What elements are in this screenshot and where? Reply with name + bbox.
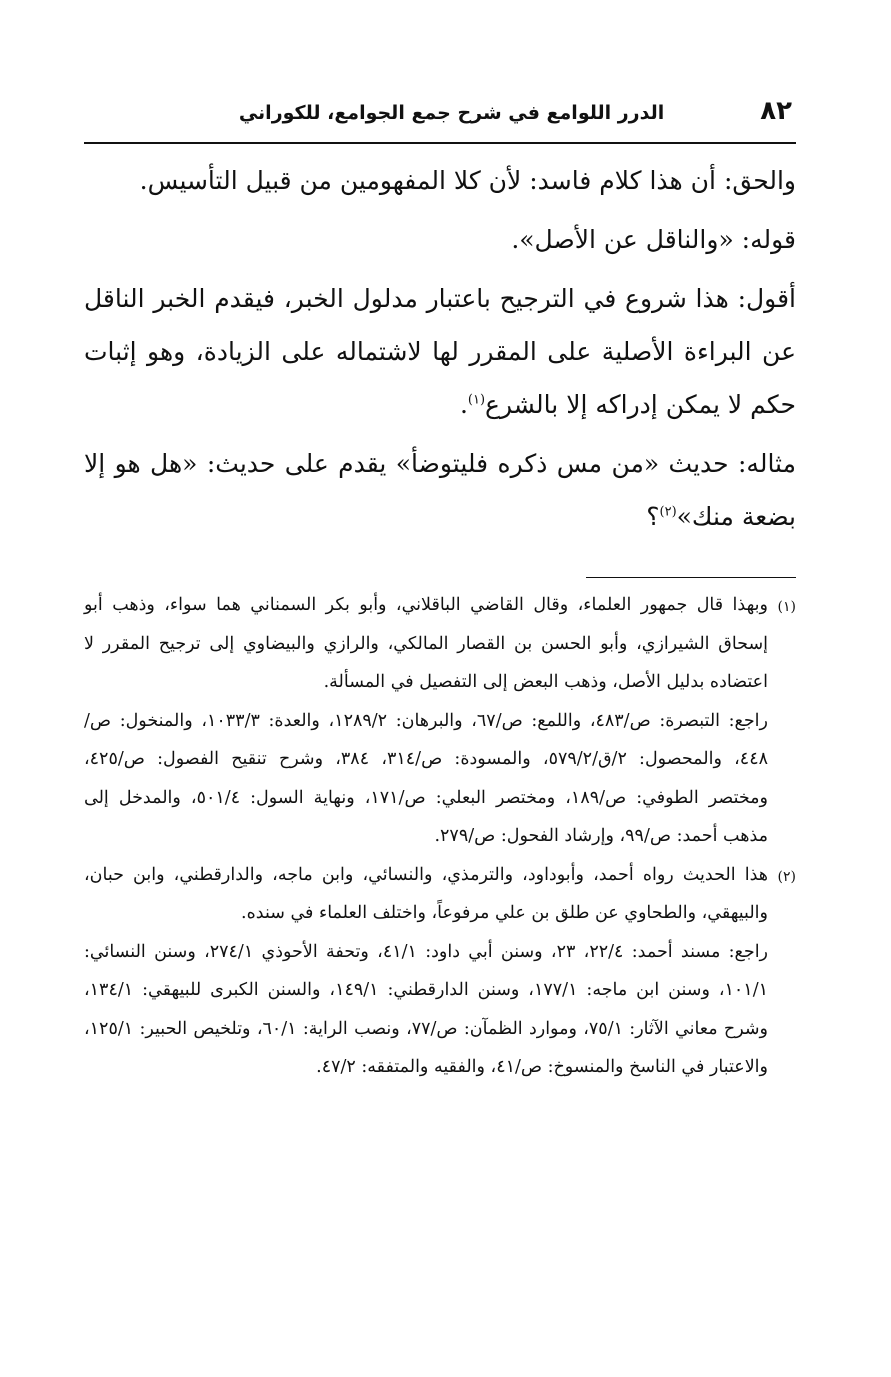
running-title: الدرر اللوامع في شرح جمع الجوامع، للكوراني bbox=[238, 102, 665, 124]
paragraph-1 bbox=[84, 154, 796, 207]
book-page bbox=[84, 96, 796, 1087]
footnote-paragraph: هذا الحديث رواه أحمد، وأبوداود، والترمذي، والنسائي، وابن ماجه، والدارقطني، وابن حبان، والبيهقي، والطحاوي عن طلق بن علي مرفوعاً، واختلف العلماء في سنده. bbox=[84, 864, 768, 923]
paragraph-3 bbox=[84, 272, 796, 431]
footnote-number: (٢) bbox=[777, 868, 796, 885]
footnote-ref-1: (١) bbox=[467, 392, 486, 408]
paragraph-4-end: ؟ bbox=[646, 502, 660, 531]
paragraph-2 bbox=[84, 213, 796, 266]
footnote-2 bbox=[84, 856, 796, 1087]
footnote-1 bbox=[84, 586, 796, 856]
footnote-body bbox=[84, 586, 768, 856]
paragraph-1-text: والحق: أن هذا كلام فاسد: لأن كلا المفهومين من قبيل التأسيس. bbox=[139, 166, 796, 195]
footnote-number: (١) bbox=[777, 599, 796, 615]
paragraph-4 bbox=[84, 437, 796, 543]
footnotes bbox=[84, 586, 796, 1087]
paragraph-3-end: . bbox=[459, 390, 468, 419]
footnote-separator bbox=[586, 577, 796, 578]
footnote-paragraph: راجع: التبصرة: ص/٤٨٣، واللمع: ص/٦٧، والبرهان: ١٢٨٩/٢، والعدة: ١٠٣٣/٣، والمنخول: ص/٤٤٨، والمحصول: ٢/ق/٥٧٩/٢، والمسودة: ص/٣١٤، ٣٨٤، وشرح تنقيح الفصول: ص/٤٢٥، ومختصر الطوفي: ص/١٨٩، ومختصر البعلي: ص/١٧١، ونهاية السول: ٥٠١/٤، والمدخل إلى مذهب أحمد: ص/٩٩، وإرشاد الفحول: ص/٢٧٩. bbox=[84, 710, 768, 846]
paragraph-3-text: أقول: هذا شروع في الترجيح باعتبار مدلول الخبر، فيقدم الخبر الناقل عن البراءة الأصلية على المقرر لها لاشتماله على الزيادة، وهو إثبات حكم لا يمكن إدراكه إلا بالشرع bbox=[84, 284, 796, 419]
running-header bbox=[84, 96, 796, 136]
paragraph-4-text: مثاله: حديث «من مس ذكره فليتوضأ» يقدم على حديث: «هل هو إلا بضعة منك» bbox=[84, 449, 796, 531]
footnote-ref-2: (٢) bbox=[659, 504, 677, 520]
main-text bbox=[84, 154, 796, 543]
footnote-paragraph: راجع: مسند أحمد: ٢٢/٤، ٢٣، وسنن أبي داود: ٤١/١، وتحفة الأحوذي ٢٧٤/١، وسنن النسائي: ١٠١/١، وسنن ابن ماجه: ١٧٧/١، وسنن الدارقطني: ١٤٩/١، والسنن الكبرى للبيهقي: ١٣٤/١، وشرح معاني الآثار: ٧٥/١، وموارد الظمآن: ص/٧٧، ونصب الراية: ٦٠/١، وتلخيص الحبير: ١٢٥/١، والاعتبار في الناسخ والمنسوخ: ص/٤١، والفقيه والمتفقه: ٤٧/٢. bbox=[84, 941, 769, 1077]
paragraph-2-text: قوله: «والناقل عن الأصل». bbox=[511, 225, 796, 254]
header-rule bbox=[84, 142, 796, 144]
page-number: ٨٢ bbox=[760, 96, 792, 126]
footnote-paragraph: وبهذا قال جمهور العلماء، وقال القاضي الباقلاني، وأبو بكر السمناني هما سواء، وذهب أبو إسحاق الشيرازي، وأبو الحسن بن القصار المالكي، والرازي والبيضاوي إلى ترجيح المقرر لا اعتضاده بدليل الأصل، وذهب البعض إلى التفصيل في المسألة. bbox=[84, 595, 768, 692]
footnote-body bbox=[84, 856, 768, 1087]
